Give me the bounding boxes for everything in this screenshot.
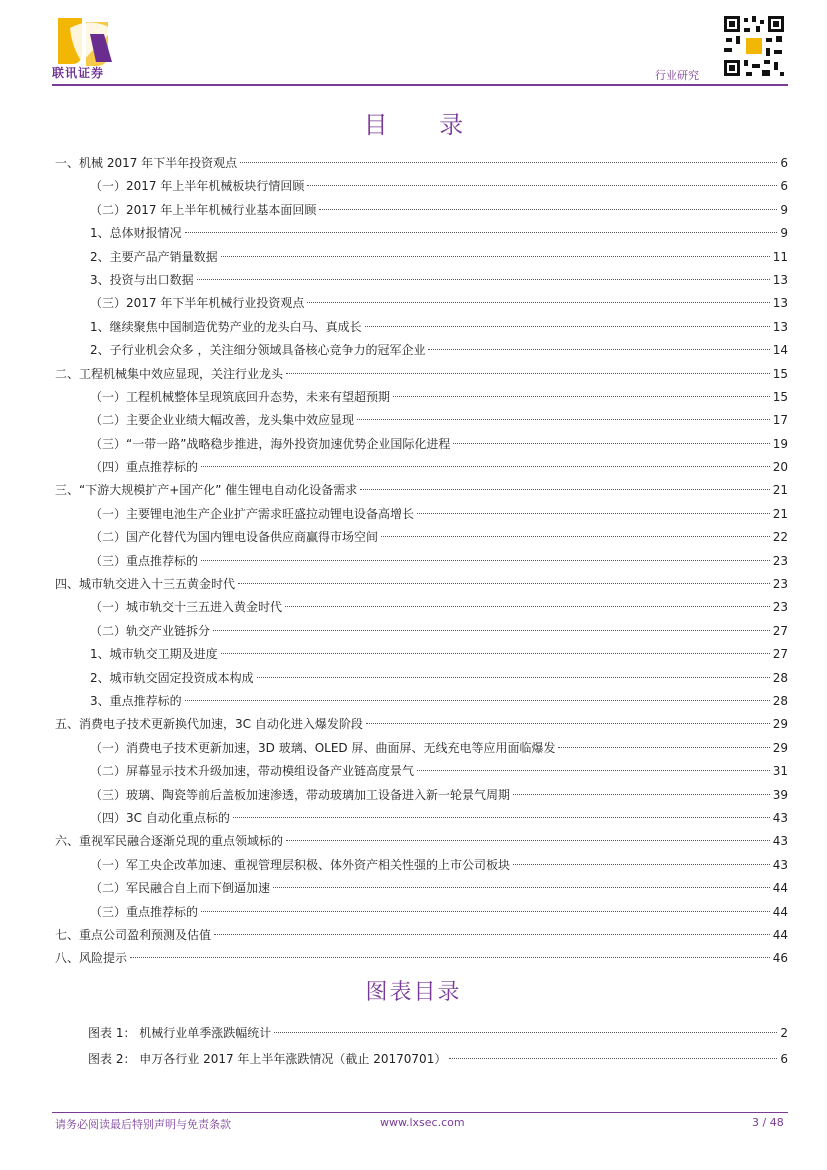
toc-entry[interactable] — [55, 152, 788, 175]
section-label: 行业研究 — [655, 69, 699, 82]
toc-entry-label: （二）2017 年上半年机械行业基本面回顾 — [90, 202, 317, 217]
toc-entry[interactable] — [55, 620, 788, 643]
toc-entry[interactable] — [55, 924, 788, 947]
toc-entry[interactable] — [55, 386, 788, 409]
toc-entry-page: 46 — [772, 951, 788, 966]
dot-leader — [201, 911, 770, 912]
toc-entry-page: 20 — [772, 460, 788, 475]
toc-entry-label: （二）轨交产业链拆分 — [90, 623, 211, 638]
dot-leader — [513, 794, 770, 795]
toc-entry-label: 一、机械 2017 年下半年投资观点 — [55, 156, 238, 170]
dot-leader — [357, 419, 770, 420]
toc-entry-label: 三、“下游大规模扩产+国产化” 催生锂电自动化设备需求 — [55, 483, 358, 498]
footer-website-link[interactable]: www.lxsec.com — [380, 1116, 465, 1129]
toc-entry-page: 29 — [772, 717, 788, 732]
toc-entry-label: 2、主要产品产销量数据 — [90, 249, 218, 264]
toc-entry[interactable] — [55, 175, 788, 198]
toc-entry-label: （三）玻璃、陶瓷等前后盖板加速渗透，带动玻璃加工设备进入新一轮景气周期 — [90, 787, 511, 802]
toc-entry-page: 21 — [772, 506, 788, 521]
toc-entry[interactable] — [55, 433, 788, 456]
figure-entry-page: 2 — [780, 1026, 788, 1040]
toc-entry-label: （二）主要企业业绩大幅改善，龙头集中效应显现 — [90, 413, 355, 428]
toc-entry[interactable] — [55, 222, 788, 245]
toc-entry-page: 6 — [780, 179, 788, 194]
toc-entry-label: 1、继续聚焦中国制造优势产业的龙头白马、真成长 — [90, 319, 362, 334]
toc-entry-label: 1、总体财报情况 — [90, 226, 182, 241]
dot-leader — [417, 513, 770, 514]
toc-entry-label: 四、城市轨交进入十三五黄金时代 — [55, 577, 236, 592]
toc-entry-label: （一）工程机械整体呈现筑底回升态势，未来有望超预期 — [90, 389, 391, 404]
toc-entry[interactable] — [55, 363, 788, 386]
toc-entry[interactable] — [55, 246, 788, 269]
toc-entry[interactable] — [55, 503, 788, 526]
dot-leader — [201, 560, 770, 561]
toc-entry[interactable] — [55, 667, 788, 690]
footer-page-number: 3 / 48 — [752, 1116, 784, 1129]
dot-leader — [238, 583, 770, 584]
toc-entry[interactable] — [55, 643, 788, 666]
toc-entry-label: 1、城市轨交工期及进度 — [90, 647, 218, 662]
toc-entry[interactable] — [55, 573, 788, 596]
toc-entry-page: 28 — [772, 693, 788, 708]
toc-entry-page: 6 — [780, 156, 788, 170]
header-divider — [52, 84, 788, 86]
figure-entry[interactable] — [88, 1046, 788, 1072]
toc-entry[interactable] — [55, 456, 788, 479]
company-name: 联讯证券 — [52, 66, 105, 80]
toc-entry-page: 43 — [772, 834, 788, 849]
dot-leader — [221, 256, 770, 257]
dot-leader — [213, 630, 770, 631]
footer-disclaimer-link[interactable]: 请务必阅读最后特别声明与免责条款 — [55, 1118, 231, 1131]
toc-entry-page: 44 — [772, 927, 788, 942]
toc-entry-page: 27 — [772, 647, 788, 662]
toc-entry-page: 11 — [772, 249, 788, 264]
toc-entry[interactable] — [55, 947, 788, 970]
toc-entry-label: 八、风险提示 — [55, 951, 128, 966]
toc-entry-page: 27 — [772, 623, 788, 638]
toc-entry[interactable] — [55, 784, 788, 807]
toc-entry-label: （二）军民融合自上而下倒逼加速 — [90, 881, 271, 896]
toc-entry-page: 9 — [780, 226, 788, 241]
dot-leader — [240, 162, 777, 163]
toc-entry[interactable] — [55, 737, 788, 760]
toc-entry[interactable] — [55, 199, 788, 222]
toc-entry-page: 23 — [772, 600, 788, 615]
dot-leader — [201, 466, 770, 467]
toc-entry-label: （一）主要锂电池生产企业扩产需求旺盛拉动锂电设备高增长 — [90, 506, 415, 521]
toc-entry[interactable] — [55, 269, 788, 292]
toc-entry[interactable] — [55, 479, 788, 502]
dot-leader — [286, 840, 770, 841]
toc-entry-label: 3、投资与出口数据 — [90, 272, 194, 287]
figure-entry-page: 6 — [780, 1052, 788, 1066]
toc-entry[interactable] — [55, 292, 788, 315]
toc-entry-page: 22 — [772, 530, 788, 545]
toc-entry-page: 17 — [772, 413, 788, 428]
dot-leader — [286, 373, 770, 374]
toc-title: 目 录 — [363, 111, 486, 139]
toc-entry-label: （四）3C 自动化重点标的 — [90, 810, 230, 825]
dot-leader — [233, 817, 770, 818]
toc-entry[interactable] — [55, 596, 788, 619]
toc-entry-label: （一）消费电子技术更新加速，3D 玻璃、OLED 屏、曲面屏、无线充电等应用面临爆发 — [90, 740, 556, 755]
toc-entry-page: 21 — [772, 483, 788, 498]
dot-leader — [366, 723, 770, 724]
toc-entry-page: 14 — [772, 343, 788, 358]
toc-entry-label: 3、重点推荐标的 — [90, 693, 182, 708]
dot-leader — [185, 700, 770, 701]
toc-entry-page: 43 — [772, 810, 788, 825]
dot-leader — [319, 209, 777, 210]
toc-entry-page: 19 — [772, 436, 788, 451]
dot-leader — [428, 349, 769, 350]
dot-leader — [393, 396, 770, 397]
toc-entry-label: （三）2017 年下半年机械行业投资观点 — [90, 296, 305, 311]
figure-entry-label: 图表 1： 机械行业单季涨跌幅统计 — [88, 1026, 272, 1040]
dot-leader — [453, 443, 769, 444]
dot-leader — [513, 864, 770, 865]
toc-entry-label: （一）城市轨交十三五进入黄金时代 — [90, 600, 283, 615]
toc-entry[interactable] — [55, 316, 788, 339]
toc-entry-page: 28 — [772, 670, 788, 685]
dot-leader — [307, 302, 769, 303]
toc-entry-label: 2、子行业机会众多 ，关注细分领域具备核心竞争力的冠军企业 — [90, 343, 426, 358]
figure-index-title: 图表目录 — [365, 980, 462, 1005]
toc-entry-label: 二、工程机械集中效应显现，关注行业龙头 — [55, 366, 284, 381]
dot-leader — [273, 887, 770, 888]
toc-entry-page: 39 — [772, 787, 788, 802]
dot-leader — [130, 957, 770, 958]
toc-entry[interactable] — [55, 550, 788, 573]
toc-entry-label: 七、重点公司盈利预测及估值 — [55, 927, 212, 942]
toc-entry[interactable] — [55, 807, 788, 830]
toc-entry-label: （三）重点推荐标的 — [90, 904, 199, 919]
dot-leader — [365, 326, 770, 327]
dot-leader — [285, 606, 770, 607]
dot-leader — [197, 279, 770, 280]
dot-leader — [307, 185, 777, 186]
qr-code-icon — [722, 14, 786, 78]
toc-entry-label: （三）“一带一路”战略稳步推进，海外投资加速优势企业国际化进程 — [90, 436, 451, 451]
toc-entry-label: （四）重点推荐标的 — [90, 460, 199, 475]
toc-entry[interactable] — [55, 760, 788, 783]
toc-entry-label: （一）军工央企改革加速、重视管理层积极、体外资产相关性强的上市公司板块 — [90, 857, 511, 872]
toc-entry-page: 29 — [772, 740, 788, 755]
dot-leader — [558, 747, 769, 748]
toc-entry[interactable] — [55, 877, 788, 900]
toc-entry-page: 15 — [772, 389, 788, 404]
dot-leader — [417, 770, 770, 771]
toc-entry-label: 2、城市轨交固定投资成本构成 — [90, 670, 254, 685]
toc-entry[interactable] — [55, 690, 788, 713]
toc-entry-page: 43 — [772, 857, 788, 872]
dot-leader — [360, 489, 769, 490]
toc-entry-label: 五、消费电子技术更新换代加速，3C 自动化进入爆发阶段 — [55, 717, 363, 732]
toc-entry-page: 13 — [772, 319, 788, 334]
dot-leader — [449, 1058, 777, 1059]
toc-entry[interactable] — [55, 830, 788, 853]
toc-entry-page: 44 — [772, 904, 788, 919]
toc-entry-page: 9 — [780, 202, 788, 217]
footer-divider — [52, 1112, 788, 1113]
toc-entry-label: （二）国产化替代为国内锂电设备供应商赢得市场空间 — [90, 530, 379, 545]
toc-entry-page: 23 — [772, 577, 788, 592]
toc-entry-label: （二）屏幕显示技术升级加速，带动模组设备产业链高度景气 — [90, 764, 415, 779]
figure-entry-label: 图表 2： 申万各行业 2017 年上半年涨跌情况（截止 20170701） — [88, 1052, 447, 1066]
toc-entry-page: 31 — [772, 764, 788, 779]
toc-list — [55, 152, 788, 971]
dot-leader — [221, 653, 770, 654]
toc-entry[interactable] — [55, 901, 788, 924]
toc-entry[interactable] — [55, 526, 788, 549]
toc-entry[interactable] — [55, 854, 788, 877]
toc-entry[interactable] — [55, 339, 788, 362]
toc-entry-page: 13 — [772, 296, 788, 311]
toc-entry-label: （三）重点推荐标的 — [90, 553, 199, 568]
toc-entry[interactable] — [55, 409, 788, 432]
dot-leader — [274, 1032, 777, 1033]
toc-entry-page: 13 — [772, 272, 788, 287]
toc-entry-label: （一）2017 年上半年机械板块行情回顾 — [90, 179, 305, 194]
toc-entry-page: 44 — [772, 881, 788, 896]
toc-entry[interactable] — [55, 713, 788, 736]
dot-leader — [257, 677, 770, 678]
dot-leader — [381, 536, 770, 537]
toc-entry-label: 六、重视军民融合逐渐兑现的重点领域标的 — [55, 834, 284, 849]
toc-entry-page: 23 — [772, 553, 788, 568]
dot-leader — [214, 934, 770, 935]
figure-index-list — [88, 1020, 788, 1072]
dot-leader — [185, 232, 778, 233]
toc-entry-page: 15 — [772, 366, 788, 381]
figure-entry[interactable] — [88, 1020, 788, 1046]
